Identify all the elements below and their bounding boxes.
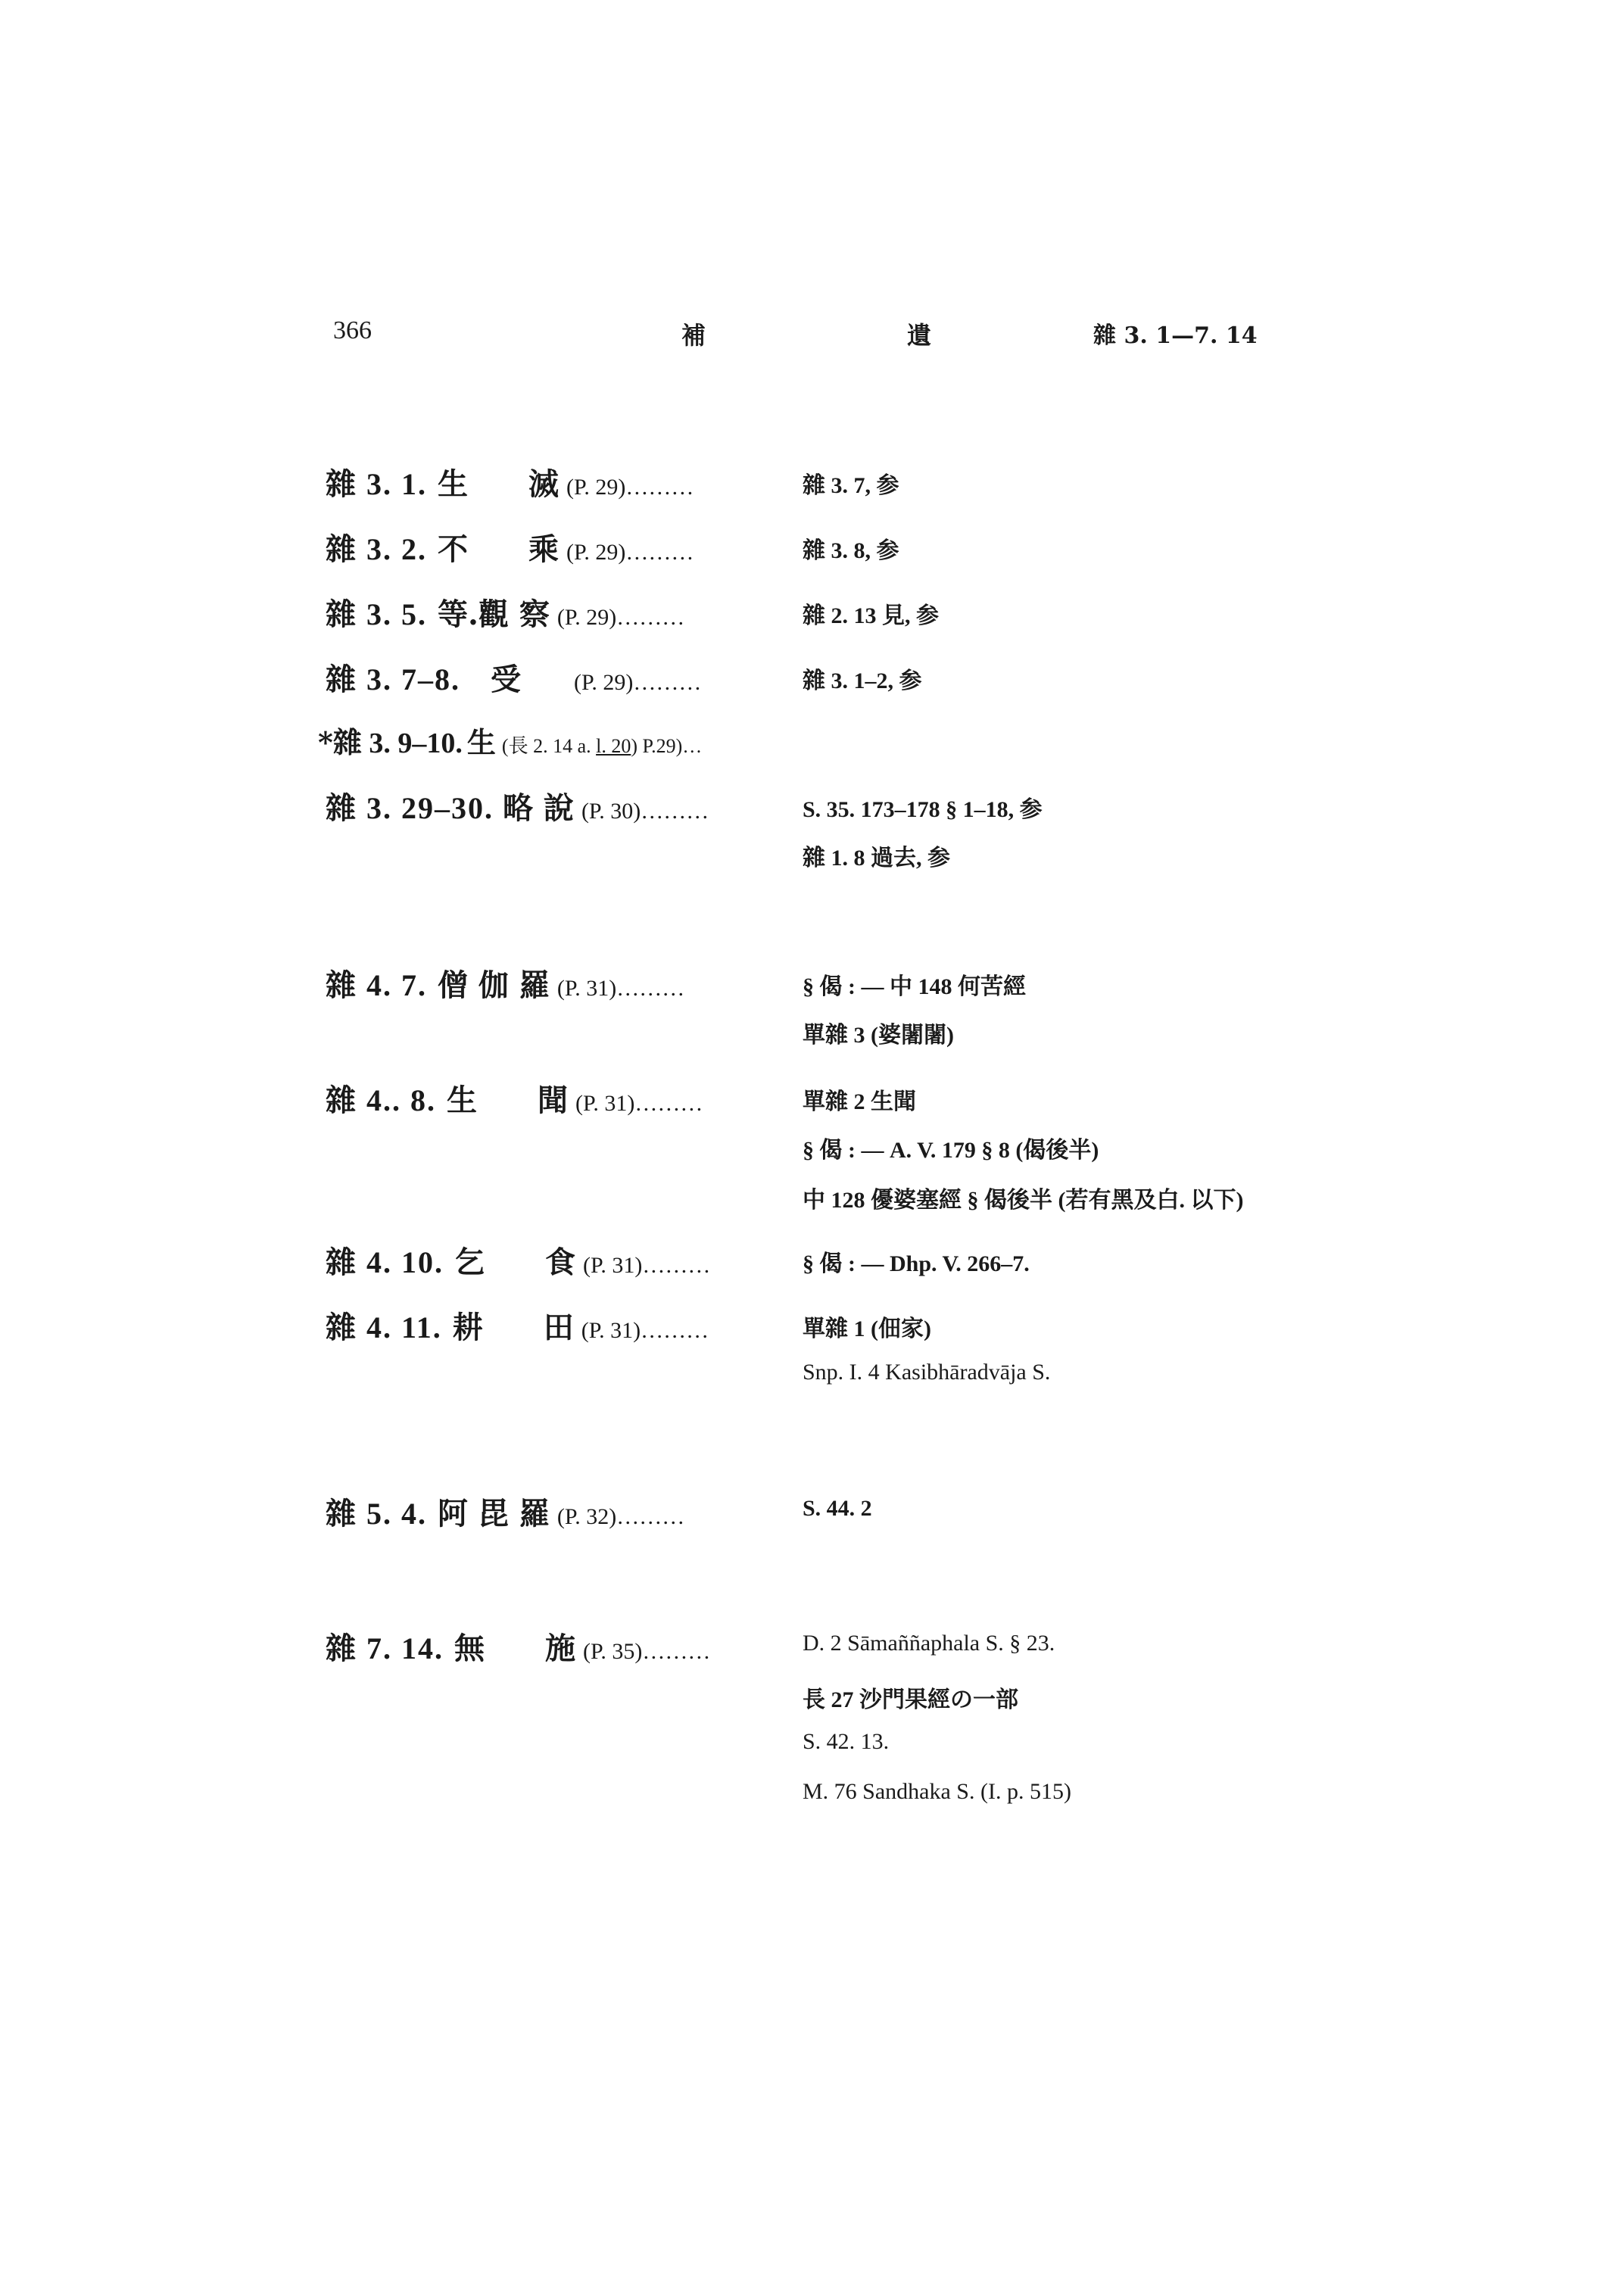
entry-target: § 偈 : — A. V. 179 § 8 (偈後半): [803, 1138, 1099, 1163]
entry-page: (P. 29): [566, 475, 626, 500]
leader-dots: ………: [625, 540, 694, 565]
entry-target: M. 76 Sandhaka S. (I. p. 515): [803, 1779, 1071, 1804]
leader-dots: ………: [633, 670, 702, 695]
entry-title: 等.觀 察: [438, 597, 550, 632]
entry-target: 長 27 沙門果經の一部: [803, 1687, 1018, 1712]
entry-id: 雜 3. 2.: [326, 532, 427, 566]
entry-row: [326, 1625, 795, 1668]
entry-target: 雜 1. 8 過去, 参: [803, 846, 950, 871]
entry-title: 不 乘: [438, 531, 559, 567]
entry-row: [326, 784, 795, 827]
entry-id: 雜 4. 10.: [326, 1245, 444, 1279]
entry-target: 雜 3. 8, 参: [803, 538, 899, 563]
entry-page: (P. 32): [556, 1504, 617, 1529]
asterisk-ref: [502, 735, 702, 757]
entry-target: S. 35. 173–178 § 1–18, 参: [803, 797, 1043, 822]
leader-dots: ………: [634, 1091, 703, 1116]
entry-page: (P. 29): [574, 670, 634, 695]
entry-target: Snp. I. 4 Kasibhāradvāja S.: [803, 1360, 1051, 1385]
entry-page: (P. 31): [575, 1091, 635, 1116]
entry-row: [326, 1238, 795, 1282]
entry-id: 雜 4. 7.: [326, 968, 427, 1002]
entry-page: (P. 31): [581, 1318, 641, 1343]
leader-dots: ………: [616, 605, 685, 630]
leader-dots: ………: [625, 475, 694, 500]
entry-target: 雜 3. 1–2, 参: [803, 668, 922, 693]
entry-target: 單雜 2 生聞: [803, 1089, 916, 1114]
entry-page: (P. 31): [556, 976, 617, 1001]
header-title-right: 遺: [907, 321, 932, 350]
entry-page: (P. 29): [566, 540, 626, 565]
entry-target: § 偈 : — Dhp. V. 266–7.: [803, 1251, 1030, 1276]
entry-id: 雜 3. 5.: [326, 597, 427, 631]
entry-title: 阿 毘 羅: [438, 1496, 550, 1531]
leader-dots: ………: [616, 976, 685, 1001]
entry-row: [326, 961, 795, 1005]
entry-title: 乞 食: [454, 1245, 575, 1280]
leader-dots: ………: [642, 1253, 711, 1278]
leader-dots: ………: [641, 1318, 709, 1343]
entry-title: 耕 田: [452, 1310, 574, 1345]
entry-target: 單雜 1 (佃家): [803, 1316, 931, 1341]
entry-id: 雜 3. 7–8.: [326, 662, 460, 696]
ref-open: (長 2. 14 a.: [501, 735, 597, 757]
entry-id: 雜 4.. 8.: [326, 1083, 436, 1117]
entry-target: D. 2 Sāmaññaphala S. § 23.: [803, 1631, 1055, 1656]
entry-row: [326, 525, 795, 569]
entry-target: 中 128 優婆塞經 § 偈後半 (若有黑及白. 以下): [803, 1188, 1244, 1213]
entry-title: 略 說: [503, 790, 574, 826]
ref-underlined: l. 20: [596, 735, 631, 757]
entry-page: (P. 35): [583, 1639, 643, 1664]
entry-row: [326, 590, 795, 634]
entry-row: [326, 1490, 795, 1533]
entry-title: 受: [491, 662, 521, 697]
entry-row: [326, 1304, 795, 1347]
entry-page: (P. 29): [556, 605, 617, 630]
asterisk-entry: [318, 719, 702, 761]
entry-row: [326, 460, 795, 503]
entry-id: 雜 4. 11.: [326, 1310, 442, 1344]
entry-title: 生 聞: [447, 1083, 568, 1118]
entry-id: 雜 7. 14.: [326, 1631, 444, 1665]
entry-target: S. 44. 2: [803, 1496, 872, 1521]
entry-page: (P. 31): [583, 1253, 643, 1278]
entry-row: [326, 656, 795, 699]
entry-target: 單雜 3 (婆闍闍): [803, 1023, 954, 1048]
entry-title: 無 施: [454, 1631, 575, 1666]
entry-title: 生: [466, 725, 496, 759]
entry-target: S. 42. 13.: [803, 1729, 890, 1754]
entry-target: § 偈 : — 中 148 何苦經: [803, 974, 1026, 999]
entry-id: 雜 5. 4.: [326, 1497, 427, 1531]
leader-dots: ………: [642, 1639, 711, 1664]
leader-dots: ………: [616, 1504, 685, 1529]
entry-row: [326, 1076, 795, 1120]
entry-id: 雜 3. 9–10.: [332, 727, 463, 759]
entry-page: (P. 30): [581, 799, 641, 824]
asterisk-mark: *: [318, 725, 333, 759]
entry-target: 雜 3. 7, 参: [803, 473, 899, 498]
header-title-left: 補: [681, 321, 706, 350]
header-range: 雜 3. 1—7. 14: [1093, 322, 1258, 349]
entry-id: 雜 3. 29–30.: [326, 791, 494, 825]
entry-target: 雜 2. 13 見, 参: [803, 603, 939, 628]
entry-id: 雜 3. 1.: [326, 467, 427, 501]
entry-title: 僧 伽 羅: [438, 967, 550, 1003]
entry-title: 生 滅: [438, 466, 559, 502]
page-number: 366: [333, 316, 372, 344]
ref-close: ) P.29)…: [631, 735, 703, 757]
leader-dots: ………: [641, 799, 709, 824]
